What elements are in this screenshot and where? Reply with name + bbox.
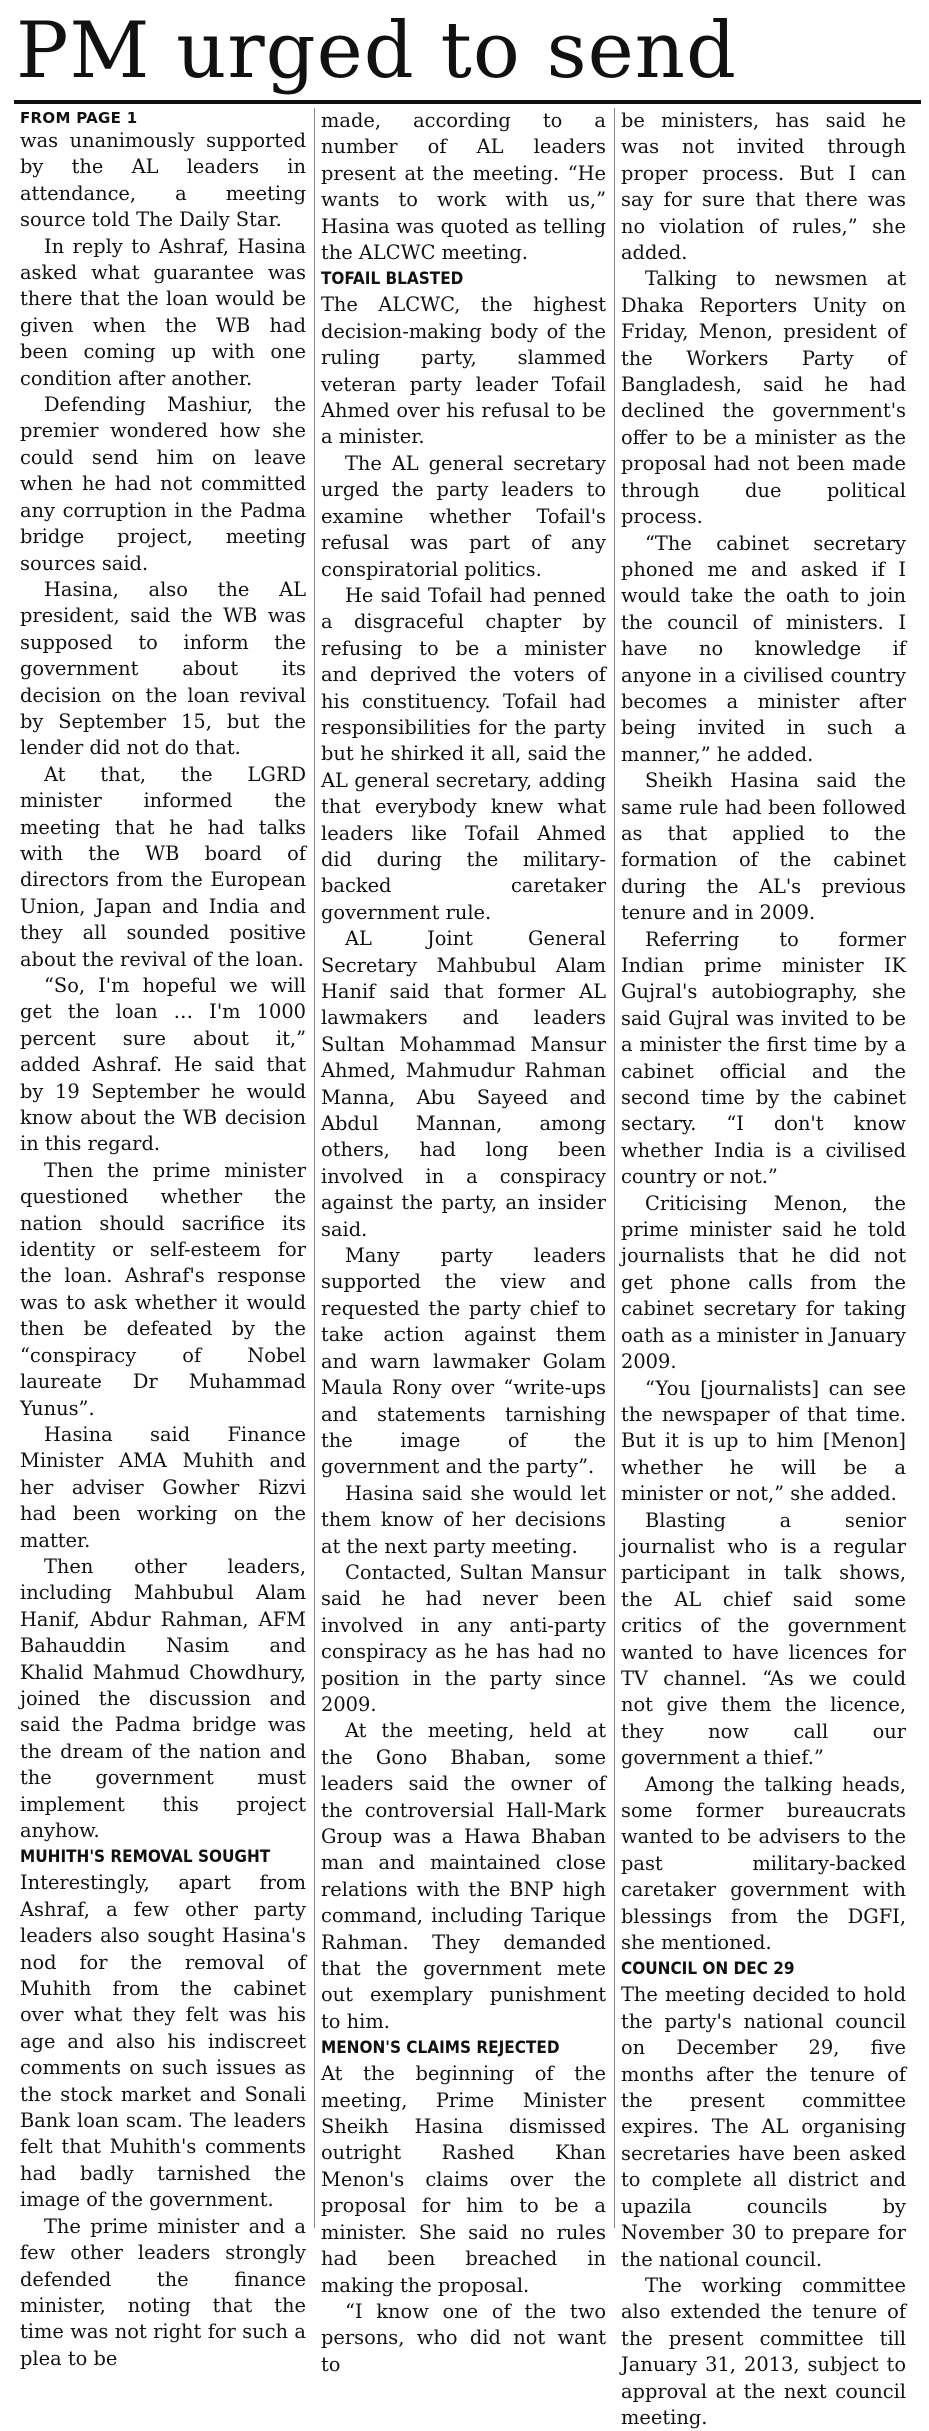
article-paragraph: Referring to former Indian prime minister IK Gujral's autobiography, she said Gujral was invited to be a minister the first time by a cabinet official and the second time by the cabinet sectary. “I don't know whether India is a civilised country or not.”: [621, 927, 906, 1189]
article-paragraph: was unanimously supported by the AL leaders in attendance, a meeting source told The Daily Star.: [20, 129, 306, 232]
article-paragraph: The meeting decided to hold the party's national council on December 29, five months after the tenure of the present committee expires. The AL organising secretaries have been asked to complete all district and upazila councils by November 30 to prepare for the national council.: [621, 1983, 906, 2271]
article-paragraph: “So, I'm hopeful we will get the loan … I'm 1000 percent sure about it,” added Ashraf. He said that by 19 September he would know about the WB decision in this regard.: [20, 974, 306, 1156]
article-paragraph: Sheikh Hasina said the same rule had been followed as that applied to the formation of the cabinet during the AL's previous tenure and in 2009.: [621, 769, 906, 925]
article-paragraph: Talking to newsmen at Dhaka Reporters Unity on Friday, Menon, president of the Workers Party of Bangladesh, said he had declined the government's offer to be a minister as the proposal had not been made through due political process.: [621, 267, 906, 529]
subheading: MENON'S CLAIMS REJECTED: [321, 2038, 560, 2059]
article-paragraph: In reply to Ashraf, Hasina asked what guarantee was there that the loan would be given when the WB had been coming up with one condition after another.: [20, 234, 306, 390]
headline: PM urged to send: [16, 6, 737, 96]
article-paragraph: Then the prime minister questioned whether the nation should sacrifice its identity or self-esteem for the loan. Ashraf's response was to ask whether it would then be defeated by the “conspiracy of Nobel laureate Dr Muhammad Yunus”.: [20, 1158, 306, 1420]
article-paragraph: Many party leaders supported the view and requested the party chief to take action against them and warn lawmaker Golam Maula Rony over “write-ups and statements tarnishing the image of the government and the party”.: [321, 1244, 606, 1479]
article-paragraph: He said Tofail had penned a disgraceful chapter by refusing to be a minister and deprived the voters of his constituency. Tofail had responsibilities for the party but he shirked it all, said the AL general secretary, adding that everybody knew what leaders like Tofail Ahmed did during the military-backed caretaker government rule.: [321, 583, 606, 924]
article-paragraph: At the beginning of the meeting, Prime Minister Sheikh Hasina dismissed outright Rashed Khan Menon's claims over the proposal for him to be a minister. She said no rules had been breached in making the proposal.: [321, 2062, 606, 2297]
article-paragraph: “You [journalists] can see the newspaper of that time. But it is up to him [Menon] whether he will be a minister or not,” she added.: [621, 1376, 906, 1506]
column-3: [614, 108, 914, 2429]
subheading: TOFAIL BLASTED: [321, 269, 464, 290]
article-paragraph: The ALCWC, the highest decision-making body of the ruling party, slammed veteran party leader Tofail Ahmed over his refusal to be a minister.: [321, 293, 606, 449]
from-page-kicker: FROM PAGE 1: [20, 109, 138, 127]
article-paragraph: The working committee also extended the tenure of the present committee till January 31, 2013, subject to approval at the next council meeting.: [621, 2273, 906, 2429]
article-paragraph: Defending Mashiur, the premier wondered how she could send him on leave when he had not committed any corruption in the Padma bridge project, meeting sources said.: [20, 393, 306, 575]
article-paragraph: At the meeting, held at the Gono Bhaban, some leaders said the owner of the controversial Hall-Mark Group was a Hawa Bhaban man and maintained close relations with the BNP high command, including Tarique Rahman. They demanded that the government mete out exemplary punishment to him.: [321, 1719, 606, 2033]
article-paragraph: The AL general secretary urged the party leaders to examine whether Tofail's refusal was part of any conspiratorial politics.: [321, 451, 606, 581]
article-paragraph: Then other leaders, including Mahbubul Alam Hanif, Abdur Rahman, AFM Bahauddin Nasim and Khalid Mahmud Chowdhury, joined the discussion and said the Padma bridge was the dream of the nation and the government must implement this project anyhow.: [20, 1554, 306, 1842]
article-paragraph: Hasina said Finance Minister AMA Muhith and her adviser Gowher Rizvi had been working on the matter.: [20, 1422, 306, 1552]
article-paragraph: Interestingly, apart from Ashraf, a few other party leaders also sought Hasina's nod for the removal of Muhith from the cabinet over what they felt was his age and also his indiscreet comments on such issues as the stock market and Sonali Bank loan scam. The leaders felt that Muhith's comments had badly tarnished the image of the government.: [20, 1871, 306, 2212]
article-columns: [14, 108, 921, 2429]
article-paragraph: AL Joint General Secretary Mahbubul Alam Hanif said that former AL lawmakers and leaders Sultan Mohammad Mansur Ahmed, Mahmudur Rahman Manna, Abu Sayeed and Abdul Mannan, among others, had long been involved in a conspiracy against the party, an insider said.: [321, 927, 606, 1241]
article-paragraph: Hasina said she would let them know of her decisions at the next party meeting.: [321, 1481, 606, 1558]
article-paragraph: Contacted, Sultan Mansur said he had never been involved in any anti-party conspiracy as he has had no position in the party since 2009.: [321, 1560, 606, 1716]
subheading: COUNCIL ON DEC 29: [621, 1959, 795, 1980]
subheading: MUHITH'S REMOVAL SOUGHT: [20, 1847, 271, 1868]
article-paragraph: The prime minister and a few other leaders strongly defended the finance minister, noting that the time was not right for such a plea to be: [20, 2214, 306, 2370]
article-paragraph: made, according to a number of AL leaders present at the meeting. “He wants to work with us,” Hasina was quoted as telling the ALCWC meeting.: [321, 109, 606, 265]
article-paragraph: Criticising Menon, the prime minister said he told journalists that he did not get phone calls from the cabinet secretary for taking oath as a minister in January 2009.: [621, 1191, 906, 1374]
article-paragraph: At that, the LGRD minister informed the meeting that he had talks with the WB board of directors from the European Union, Japan and India and they all sounded positive about the revival of the loan.: [20, 762, 306, 971]
column-1: [14, 108, 314, 2370]
article-paragraph: Blasting a senior journalist who is a regular participant in talk shows, the AL chief said some critics of the government wanted to have licences for TV channel. “As we could not give them the licence, they now call our government a thief.”: [621, 1508, 906, 1770]
article-paragraph: Among the talking heads, some former bureaucrats wanted to be advisers to the past military-backed caretaker government with blessings from the DGFI, she mentioned.: [621, 1772, 906, 1955]
article-paragraph: be ministers, has said he was not invited through proper process. But I can say for sure that there was no violation of rules,” she added.: [621, 109, 906, 265]
headline-rule: [14, 100, 921, 104]
article-paragraph: Hasina, also the AL president, said the WB was supposed to inform the government about its decision on the loan revival by September 15, but the lender did not do that.: [20, 577, 306, 760]
column-2: [314, 108, 614, 2376]
article-paragraph: “The cabinet secretary phoned me and asked if I would take the oath to join the council of ministers. I have no knowledge if anyone in a civilised country becomes a minister after being invited in such a manner,” he added.: [621, 531, 906, 766]
article-paragraph: “I know one of the two persons, who did not want to: [321, 2299, 606, 2376]
